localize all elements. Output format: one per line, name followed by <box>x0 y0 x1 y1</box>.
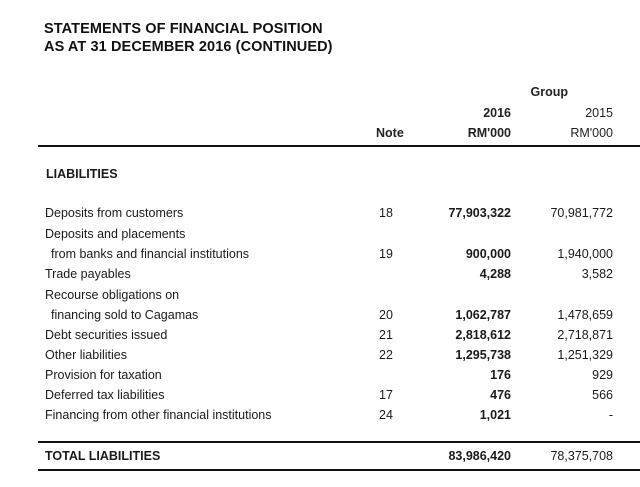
row-label: from banks and financial institutions <box>51 247 250 261</box>
row-note: 19 <box>379 247 393 261</box>
row-label: Financing from other financial institutions <box>45 408 272 422</box>
row-value-2016: 2,818,612 <box>455 328 511 342</box>
year-2016-header: 2016 <box>483 106 511 120</box>
currency-2015-header: RM'000 <box>570 126 613 140</box>
row-value-2016: 900,000 <box>465 247 511 261</box>
section-heading-liabilities: LIABILITIES <box>46 167 118 181</box>
total-row <box>0 449 640 469</box>
row-label: Deposits from customers <box>45 206 184 220</box>
row-value-2016: 1,062,787 <box>455 308 511 322</box>
table-row <box>0 267 640 287</box>
total-top-divider <box>38 441 640 443</box>
year-2015-header: 2015 <box>585 106 613 120</box>
total-value-2016: 83,986,420 <box>448 449 511 463</box>
row-value-2015: 566 <box>592 388 613 402</box>
table-row <box>0 328 640 348</box>
table-row <box>0 227 640 247</box>
row-note: 22 <box>379 348 393 362</box>
total-value-2015: 78,375,708 <box>550 449 613 463</box>
header-divider <box>38 145 640 147</box>
table-row <box>0 288 640 308</box>
row-value-2015: 3,582 <box>581 267 613 281</box>
note-header: Note <box>376 126 404 140</box>
row-value-2015: 929 <box>592 368 613 382</box>
table-row <box>0 247 640 267</box>
row-note: 17 <box>379 388 393 402</box>
row-value-2015: 1,940,000 <box>557 247 613 261</box>
row-note: 18 <box>379 206 393 220</box>
table-row <box>0 408 640 428</box>
row-label: Provision for taxation <box>45 368 162 382</box>
group-header: Group <box>530 85 568 99</box>
row-value-2015: 70,981,772 <box>550 206 613 220</box>
row-value-2016: 176 <box>490 368 511 382</box>
row-label: Deferred tax liabilities <box>45 388 165 402</box>
statement-title: STATEMENTS OF FINANCIAL POSITION <box>44 21 323 37</box>
row-label: Recourse obligations on <box>45 288 180 302</box>
row-label: Other liabilities <box>45 348 127 362</box>
row-label: Deposits and placements <box>45 227 186 241</box>
table-row <box>0 308 640 328</box>
table-row <box>0 368 640 388</box>
row-value-2015: 1,478,659 <box>557 308 613 322</box>
row-value-2016: 1,295,738 <box>455 348 511 362</box>
row-note: 21 <box>379 328 393 342</box>
row-value-2015: 1,251,329 <box>557 348 613 362</box>
row-value-2016: 476 <box>490 388 511 402</box>
row-value-2015: 2,718,871 <box>557 328 613 342</box>
currency-2016-header: RM'000 <box>467 126 511 140</box>
row-value-2015: - <box>608 408 613 422</box>
row-label: Debt securities issued <box>45 328 168 342</box>
row-note: 20 <box>379 308 393 322</box>
table-row <box>0 348 640 368</box>
statement-subtitle: AS AT 31 DECEMBER 2016 (CONTINUED) <box>44 39 333 55</box>
table-row <box>0 388 640 408</box>
total-bottom-divider <box>38 469 640 471</box>
row-label: financing sold to Cagamas <box>51 308 199 322</box>
row-value-2016: 77,903,322 <box>448 206 511 220</box>
row-value-2016: 4,288 <box>479 267 511 281</box>
row-note: 24 <box>379 408 393 422</box>
row-label: Trade payables <box>45 267 131 281</box>
table-row <box>0 206 640 226</box>
total-label: TOTAL LIABILITIES <box>45 449 161 463</box>
row-value-2016: 1,021 <box>479 408 511 422</box>
